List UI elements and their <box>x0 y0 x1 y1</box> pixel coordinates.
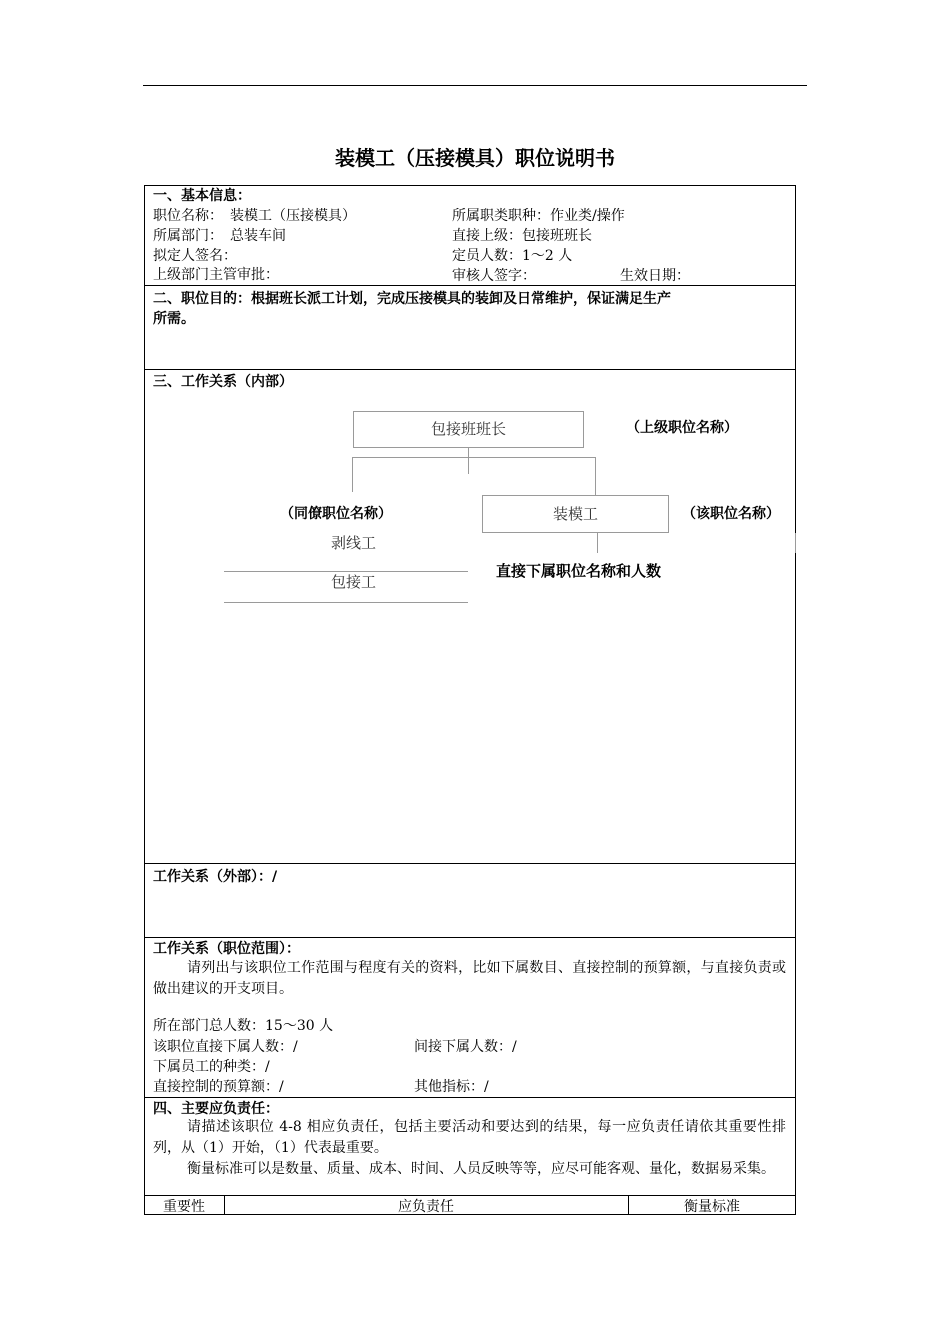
superior-position-box: 包接班班长 <box>353 411 584 448</box>
org-connector <box>352 457 596 458</box>
duties-description-2: 衡量标准可以是数量、质量、成本、时间、人员反映等等，应尽可能客观、量化，数据易采集。 <box>187 1161 775 1177</box>
scope-heading: 工作关系（职位范围）： <box>153 941 300 957</box>
org-connector <box>795 533 796 553</box>
direct-superior: 直接上级：包接班班长 <box>452 228 592 244</box>
effective-date: 生效日期： <box>620 268 690 284</box>
table-header-rule <box>144 1195 796 1196</box>
purpose-line-2: 所需。 <box>153 311 195 327</box>
peer-separator <box>224 602 468 603</box>
department: 所属部门： 总装车间 <box>153 228 286 244</box>
duties-heading: 四、主要应负责任： <box>153 1101 279 1117</box>
dept-approval: 上级部门主管审批： <box>153 267 279 283</box>
direct-subordinates: 该职位直接下属人数：/ <box>153 1039 298 1055</box>
subordinate-types: 下属员工的种类：/ <box>153 1059 270 1075</box>
divider <box>144 285 796 286</box>
other-indicators: 其他指标：/ <box>414 1079 489 1095</box>
superior-position-label: （上级职位名称） <box>626 420 738 436</box>
peer-position-1: 剥线工 <box>331 534 377 552</box>
scope-description: 请列出与该职位工作范围与程度有关的资料，比如下属数目、直接控制的预算额，与直接负责或做出建议的开支项目。 <box>153 960 786 997</box>
reviewer-sign: 审核人签字： <box>452 268 536 284</box>
divider <box>144 369 796 370</box>
document-title: 装模工（压接模具）职位说明书 <box>335 146 615 170</box>
basic-info-heading: 一、基本信息： <box>153 188 251 204</box>
org-connector <box>597 533 598 553</box>
budget: 直接控制的预算额：/ <box>153 1079 284 1095</box>
peer-position-label: （同僚职位名称） <box>280 506 392 522</box>
divider <box>144 1097 796 1098</box>
internal-relations-heading: 三、工作关系（内部） <box>153 374 293 390</box>
duties-description-1: 请描述该职位 4-8 相应负责任，包括主要活动和要达到的结果，每一应负责任请依其重要性排列，从（1）开始，（1）代表最重要。 <box>153 1119 786 1156</box>
subordinate-label: 直接下属职位名称和人数 <box>496 562 662 580</box>
peer-position-2: 包接工 <box>331 573 377 591</box>
drafter-sign: 拟定人签名： <box>153 248 237 264</box>
external-relations-heading: 工作关系（外部）：/ <box>153 869 278 885</box>
job-category: 所属职类职种：作业类/操作 <box>452 208 625 224</box>
purpose-line-1: 二、职位目的：根据班长派工计划，完成压接模具的装卸及日常维护，保证满足生产 <box>153 291 671 307</box>
org-connector <box>352 457 353 492</box>
column-header-importance: 重要性 <box>163 1199 205 1215</box>
column-header-measure: 衡量标准 <box>684 1199 740 1215</box>
indirect-subordinates: 间接下属人数：/ <box>414 1039 517 1055</box>
divider <box>144 937 796 938</box>
headcount: 定员人数：1～2 人 <box>452 248 573 264</box>
column-header-responsibility: 应负责任 <box>398 1199 454 1215</box>
header-rule <box>143 85 807 86</box>
self-position-label: （该职位名称） <box>682 506 780 522</box>
divider <box>144 863 796 864</box>
self-position-box: 装模工 <box>482 495 669 533</box>
dept-total: 所在部门总人数：15～30 人 <box>153 1018 334 1034</box>
org-connector <box>468 448 469 474</box>
org-connector <box>595 457 596 495</box>
position-name: 职位名称： 装模工（压接模具） <box>153 208 356 224</box>
